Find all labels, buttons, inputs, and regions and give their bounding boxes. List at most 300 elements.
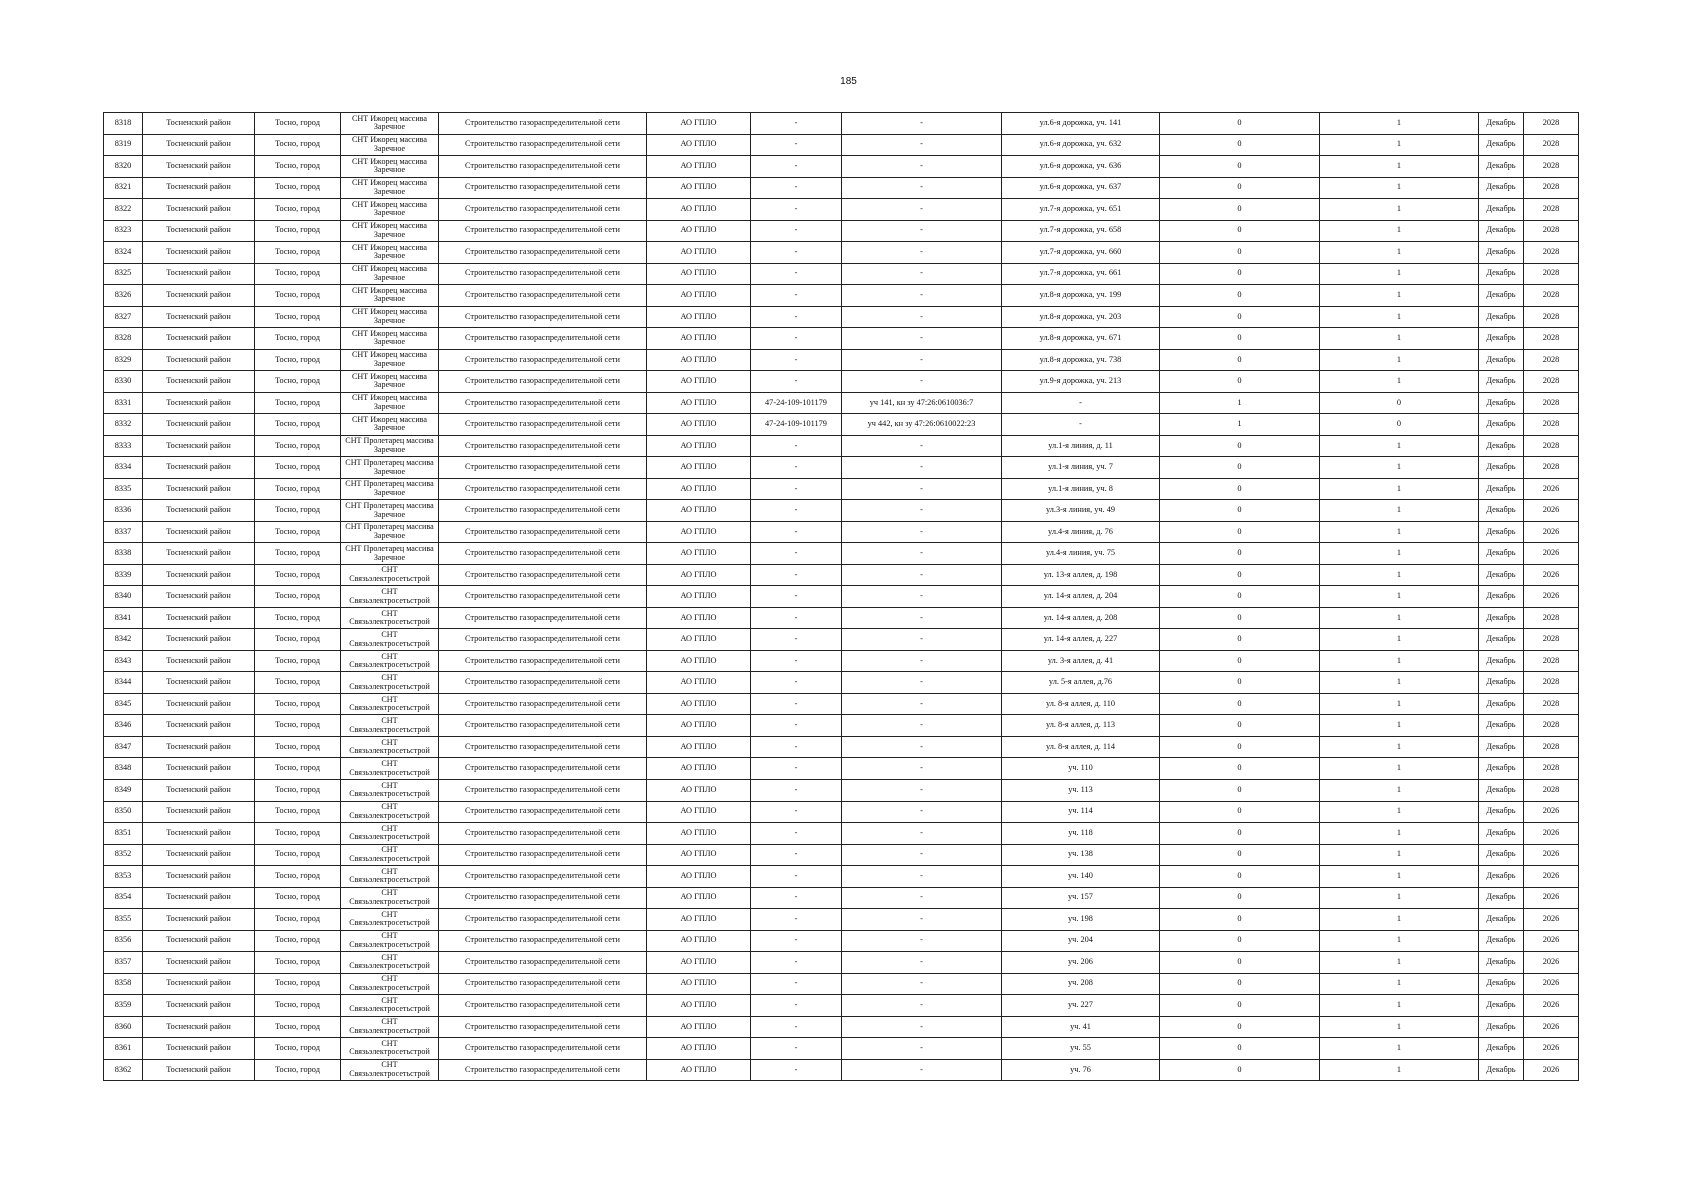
snt-cell: [341, 371, 439, 393]
year-cell: 2026: [1524, 801, 1579, 823]
count-a-cell: 0: [1160, 1016, 1320, 1038]
row-number-cell: 8356: [104, 930, 143, 952]
month-cell: Декабрь: [1479, 306, 1524, 328]
month-cell: Декабрь: [1479, 801, 1524, 823]
parcel-cell: -: [842, 1016, 1002, 1038]
district-cell: Тосненский район: [143, 715, 255, 737]
month-cell: Декабрь: [1479, 715, 1524, 737]
district-cell: Тосненский район: [143, 285, 255, 307]
organization-cell: АО ГПЛО: [647, 285, 751, 307]
district-cell: Тосненский район: [143, 414, 255, 436]
parcel-cell: -: [842, 1038, 1002, 1060]
work-type-cell: Строительство газораспределительной сети: [439, 715, 647, 737]
district-cell: Тосненский район: [143, 349, 255, 371]
code-cell: -: [751, 909, 842, 931]
year-cell: 2026: [1524, 500, 1579, 522]
month-cell: Декабрь: [1479, 177, 1524, 199]
year-cell: 2028: [1524, 736, 1579, 758]
count-b-cell: 1: [1320, 306, 1479, 328]
parcel-cell: -: [842, 779, 1002, 801]
work-type-cell: Строительство газораспределительной сети: [439, 930, 647, 952]
year-cell: 2028: [1524, 134, 1579, 156]
district-cell: Тосненский район: [143, 952, 255, 974]
work-type-cell: Строительство газораспределительной сети: [439, 328, 647, 350]
count-a-cell: 0: [1160, 349, 1320, 371]
settlement-cell: Тосно, город: [255, 306, 341, 328]
district-cell: Тосненский район: [143, 758, 255, 780]
code-cell: -: [751, 823, 842, 845]
address-cell: ул. 8-я аллея, д. 110: [1002, 693, 1160, 715]
row-number-cell: 8327: [104, 306, 143, 328]
snt-cell: [341, 672, 439, 694]
month-cell: Декабрь: [1479, 607, 1524, 629]
code-cell: -: [751, 156, 842, 178]
row-number-cell: 8324: [104, 242, 143, 264]
count-a-cell: 0: [1160, 242, 1320, 264]
settlement-cell: Тосно, город: [255, 607, 341, 629]
count-b-cell: 1: [1320, 607, 1479, 629]
year-cell: 2028: [1524, 242, 1579, 264]
settlement-cell: Тосно, город: [255, 113, 341, 135]
code-cell: -: [751, 995, 842, 1017]
year-cell: 2028: [1524, 220, 1579, 242]
parcel-cell: -: [842, 521, 1002, 543]
code-cell: -: [751, 349, 842, 371]
address-cell: уч. 55: [1002, 1038, 1160, 1060]
snt-label: СНТ Связьэлектросетьстрой: [349, 1039, 430, 1057]
address-cell: уч. 157: [1002, 887, 1160, 909]
row-number-cell: 8338: [104, 543, 143, 565]
snt-cell: [341, 909, 439, 931]
month-cell: Декабрь: [1479, 263, 1524, 285]
count-a-cell: 0: [1160, 887, 1320, 909]
address-cell: ул.6-я дорожка, уч. 637: [1002, 177, 1160, 199]
address-cell: ул. 3-я аллея, д. 41: [1002, 650, 1160, 672]
snt-cell: [341, 629, 439, 651]
year-cell: 2028: [1524, 177, 1579, 199]
page-number: 185: [840, 76, 857, 87]
code-cell: -: [751, 113, 842, 135]
organization-cell: АО ГПЛО: [647, 607, 751, 629]
table-row: [104, 263, 1579, 285]
snt-cell: [341, 995, 439, 1017]
district-cell: Тосненский район: [143, 328, 255, 350]
year-cell: 2028: [1524, 779, 1579, 801]
count-b-cell: 1: [1320, 650, 1479, 672]
parcel-cell: -: [842, 478, 1002, 500]
count-a-cell: 0: [1160, 113, 1320, 135]
snt-cell: [341, 220, 439, 242]
table-row: [104, 973, 1579, 995]
address-cell: ул.9-я дорожка, уч. 213: [1002, 371, 1160, 393]
month-cell: Декабрь: [1479, 564, 1524, 586]
snt-label: СНТ Ижорец массива Заречное: [352, 308, 427, 325]
organization-cell: АО ГПЛО: [647, 242, 751, 264]
snt-label: СНТ Связьэлектросетьстрой: [349, 631, 430, 648]
row-number-cell: 8323: [104, 220, 143, 242]
code-cell: -: [751, 199, 842, 221]
count-b-cell: 0: [1320, 392, 1479, 414]
snt-cell: [341, 952, 439, 974]
snt-label: СНТ Ижорец массива Заречное: [352, 157, 427, 175]
month-cell: Декабрь: [1479, 844, 1524, 866]
row-number-cell: 8355: [104, 909, 143, 931]
year-cell: 2028: [1524, 371, 1579, 393]
snt-cell: [341, 199, 439, 221]
year-cell: 2028: [1524, 306, 1579, 328]
count-b-cell: 1: [1320, 586, 1479, 608]
work-type-cell: Строительство газораспределительной сети: [439, 263, 647, 285]
count-b-cell: 1: [1320, 242, 1479, 264]
count-a-cell: 0: [1160, 995, 1320, 1017]
row-number-cell: 8337: [104, 521, 143, 543]
address-cell: -: [1002, 414, 1160, 436]
code-cell: -: [751, 435, 842, 457]
snt-label: СНТ Ижорец массива Заречное: [352, 243, 427, 261]
count-b-cell: 1: [1320, 672, 1479, 694]
month-cell: Декабрь: [1479, 693, 1524, 715]
snt-label: СНТ Связьэлектросетьстрой: [349, 717, 430, 734]
count-a-cell: 0: [1160, 586, 1320, 608]
year-cell: 2026: [1524, 1038, 1579, 1060]
snt-cell: [341, 823, 439, 845]
year-cell: 2026: [1524, 521, 1579, 543]
parcel-cell: уч 141, кн зу 47:26:0610036:7: [842, 392, 1002, 414]
parcel-cell: -: [842, 371, 1002, 393]
parcel-cell: -: [842, 952, 1002, 974]
snt-cell: [341, 349, 439, 371]
year-cell: 2028: [1524, 199, 1579, 221]
address-cell: уч. 118: [1002, 823, 1160, 845]
district-cell: Тосненский район: [143, 263, 255, 285]
settlement-cell: Тосно, город: [255, 736, 341, 758]
snt-label: СНТ Связьэлектросетьстрой: [349, 1018, 430, 1035]
count-b-cell: 1: [1320, 736, 1479, 758]
row-number-cell: 8330: [104, 371, 143, 393]
year-cell: 2028: [1524, 629, 1579, 651]
table-row: [104, 1059, 1579, 1081]
district-cell: Тосненский район: [143, 156, 255, 178]
parcel-cell: -: [842, 586, 1002, 608]
district-cell: Тосненский район: [143, 930, 255, 952]
table-row: [104, 156, 1579, 178]
code-cell: -: [751, 306, 842, 328]
month-cell: Декабрь: [1479, 823, 1524, 845]
count-b-cell: 1: [1320, 371, 1479, 393]
table-row: [104, 349, 1579, 371]
district-cell: Тосненский район: [143, 887, 255, 909]
code-cell: -: [751, 650, 842, 672]
address-cell: ул.4-я линия, уч. 75: [1002, 543, 1160, 565]
row-number-cell: 8328: [104, 328, 143, 350]
snt-label: СНТ Связьэлектросетьстрой: [349, 695, 430, 713]
table-row: [104, 887, 1579, 909]
code-cell: -: [751, 220, 842, 242]
code-cell: -: [751, 736, 842, 758]
count-a-cell: 0: [1160, 607, 1320, 629]
row-number-cell: 8362: [104, 1059, 143, 1081]
row-number-cell: 8319: [104, 134, 143, 156]
year-cell: 2026: [1524, 478, 1579, 500]
organization-cell: АО ГПЛО: [647, 306, 751, 328]
snt-label: СНТ Пролетарец массива Заречное: [345, 544, 434, 562]
district-cell: Тосненский район: [143, 607, 255, 629]
code-cell: -: [751, 1038, 842, 1060]
count-a-cell: 0: [1160, 629, 1320, 651]
work-type-cell: Строительство газораспределительной сети: [439, 457, 647, 479]
code-cell: -: [751, 973, 842, 995]
work-type-cell: Строительство газораспределительной сети: [439, 414, 647, 436]
count-b-cell: 1: [1320, 349, 1479, 371]
count-a-cell: 0: [1160, 801, 1320, 823]
settlement-cell: Тосно, город: [255, 134, 341, 156]
parcel-cell: -: [842, 693, 1002, 715]
count-b-cell: 1: [1320, 156, 1479, 178]
organization-cell: АО ГПЛО: [647, 801, 751, 823]
work-type-cell: Строительство газораспределительной сети: [439, 736, 647, 758]
count-b-cell: 1: [1320, 995, 1479, 1017]
parcel-cell: -: [842, 177, 1002, 199]
table-row: [104, 736, 1579, 758]
table-row: [104, 1016, 1579, 1038]
snt-cell: [341, 435, 439, 457]
code-cell: -: [751, 521, 842, 543]
organization-cell: АО ГПЛО: [647, 328, 751, 350]
work-type-cell: Строительство газораспределительной сети: [439, 543, 647, 565]
year-cell: 2028: [1524, 113, 1579, 135]
code-cell: -: [751, 586, 842, 608]
count-a-cell: 0: [1160, 930, 1320, 952]
parcel-cell: -: [842, 758, 1002, 780]
month-cell: Декабрь: [1479, 457, 1524, 479]
code-cell: -: [751, 952, 842, 974]
snt-label: СНТ Ижорец массива Заречное: [352, 329, 427, 347]
count-b-cell: 1: [1320, 887, 1479, 909]
row-number-cell: 8331: [104, 392, 143, 414]
table-row: [104, 758, 1579, 780]
parcel-cell: -: [842, 823, 1002, 845]
row-number-cell: 8322: [104, 199, 143, 221]
district-cell: Тосненский район: [143, 736, 255, 758]
district-cell: Тосненский район: [143, 866, 255, 888]
settlement-cell: Тосно, город: [255, 1059, 341, 1081]
table-row: [104, 844, 1579, 866]
table-row: [104, 930, 1579, 952]
month-cell: Декабрь: [1479, 371, 1524, 393]
snt-cell: [341, 736, 439, 758]
year-cell: 2028: [1524, 263, 1579, 285]
row-number-cell: 8318: [104, 113, 143, 135]
parcel-cell: -: [842, 435, 1002, 457]
address-cell: уч. 138: [1002, 844, 1160, 866]
row-number-cell: 8320: [104, 156, 143, 178]
year-cell: 2028: [1524, 328, 1579, 350]
settlement-cell: Тосно, город: [255, 779, 341, 801]
parcel-cell: -: [842, 543, 1002, 565]
table-row: [104, 134, 1579, 156]
row-number-cell: 8351: [104, 823, 143, 845]
count-a-cell: 0: [1160, 736, 1320, 758]
row-number-cell: 8333: [104, 435, 143, 457]
settlement-cell: Тосно, город: [255, 328, 341, 350]
code-cell: -: [751, 672, 842, 694]
table-row: [104, 500, 1579, 522]
settlement-cell: Тосно, город: [255, 371, 341, 393]
month-cell: Декабрь: [1479, 650, 1524, 672]
organization-cell: АО ГПЛО: [647, 543, 751, 565]
snt-label: СНТ Ижорец массива Заречное: [352, 286, 427, 304]
settlement-cell: Тосно, город: [255, 715, 341, 737]
table-row: [104, 220, 1579, 242]
month-cell: Декабрь: [1479, 199, 1524, 221]
count-b-cell: 1: [1320, 457, 1479, 479]
month-cell: Декабрь: [1479, 779, 1524, 801]
settlement-cell: Тосно, город: [255, 242, 341, 264]
count-a-cell: 1: [1160, 392, 1320, 414]
count-b-cell: 1: [1320, 866, 1479, 888]
month-cell: Декабрь: [1479, 909, 1524, 931]
row-number-cell: 8346: [104, 715, 143, 737]
snt-cell: [341, 306, 439, 328]
count-b-cell: 1: [1320, 823, 1479, 845]
year-cell: 2026: [1524, 1016, 1579, 1038]
code-cell: -: [751, 1059, 842, 1081]
parcel-cell: -: [842, 113, 1002, 135]
work-type-cell: Строительство газораспределительной сети: [439, 629, 647, 651]
code-cell: -: [751, 779, 842, 801]
snt-cell: [341, 392, 439, 414]
count-b-cell: 1: [1320, 629, 1479, 651]
snt-label: СНТ Связьэлектросетьстрой: [349, 803, 430, 820]
snt-cell: [341, 887, 439, 909]
table-row: [104, 995, 1579, 1017]
organization-cell: АО ГПЛО: [647, 564, 751, 586]
row-number-cell: 8361: [104, 1038, 143, 1060]
month-cell: Декабрь: [1479, 134, 1524, 156]
month-cell: Декабрь: [1479, 995, 1524, 1017]
organization-cell: АО ГПЛО: [647, 823, 751, 845]
year-cell: 2028: [1524, 414, 1579, 436]
count-b-cell: 1: [1320, 930, 1479, 952]
work-type-cell: Строительство газораспределительной сети: [439, 866, 647, 888]
snt-label: СНТ Пролетарец массива Заречное: [345, 480, 434, 498]
parcel-cell: -: [842, 457, 1002, 479]
count-a-cell: 0: [1160, 779, 1320, 801]
district-cell: Тосненский район: [143, 1038, 255, 1060]
year-cell: 2028: [1524, 285, 1579, 307]
organization-cell: АО ГПЛО: [647, 715, 751, 737]
code-cell: -: [751, 457, 842, 479]
parcel-cell: -: [842, 328, 1002, 350]
settlement-cell: Тосно, город: [255, 973, 341, 995]
work-type-cell: Строительство газораспределительной сети: [439, 586, 647, 608]
table-row: [104, 650, 1579, 672]
snt-label: СНТ Ижорец массива Заречное: [352, 351, 427, 368]
code-cell: -: [751, 607, 842, 629]
row-number-cell: 8342: [104, 629, 143, 651]
parcel-cell: -: [842, 887, 1002, 909]
parcel-cell: -: [842, 306, 1002, 328]
work-type-cell: Строительство газораспределительной сети: [439, 220, 647, 242]
snt-label: СНТ Связьэлектросетьстрой: [349, 1061, 430, 1078]
table-row: [104, 478, 1579, 500]
organization-cell: АО ГПЛО: [647, 758, 751, 780]
snt-label: СНТ Связьэлектросетьстрой: [349, 738, 430, 756]
count-a-cell: 0: [1160, 435, 1320, 457]
month-cell: Декабрь: [1479, 672, 1524, 694]
snt-label: СНТ Связьэлектросетьстрой: [349, 846, 430, 863]
settlement-cell: Тосно, город: [255, 650, 341, 672]
table-row: [104, 543, 1579, 565]
snt-cell: [341, 285, 439, 307]
month-cell: Декабрь: [1479, 521, 1524, 543]
district-cell: Тосненский район: [143, 306, 255, 328]
row-number-cell: 8350: [104, 801, 143, 823]
year-cell: 2028: [1524, 392, 1579, 414]
organization-cell: АО ГПЛО: [647, 414, 751, 436]
month-cell: Декабрь: [1479, 328, 1524, 350]
organization-cell: АО ГПЛО: [647, 220, 751, 242]
parcel-cell: -: [842, 156, 1002, 178]
address-cell: -: [1002, 392, 1160, 414]
work-type-cell: Строительство газораспределительной сети: [439, 392, 647, 414]
snt-cell: [341, 930, 439, 952]
parcel-cell: -: [842, 263, 1002, 285]
parcel-cell: -: [842, 715, 1002, 737]
address-cell: уч. 198: [1002, 909, 1160, 931]
count-a-cell: 0: [1160, 500, 1320, 522]
count-b-cell: 1: [1320, 909, 1479, 931]
work-type-cell: Строительство газораспределительной сети: [439, 844, 647, 866]
code-cell: -: [751, 1016, 842, 1038]
count-b-cell: 1: [1320, 1016, 1479, 1038]
address-cell: ул. 14-я аллея, д. 204: [1002, 586, 1160, 608]
snt-label: СНТ Пролетарец массива Заречное: [345, 437, 434, 454]
address-cell: уч. 113: [1002, 779, 1160, 801]
count-a-cell: 0: [1160, 285, 1320, 307]
month-cell: Декабрь: [1479, 435, 1524, 457]
snt-label: СНТ Связьэлектросетьстрой: [349, 996, 430, 1014]
district-cell: Тосненский район: [143, 392, 255, 414]
year-cell: 2028: [1524, 672, 1579, 694]
settlement-cell: Тосно, город: [255, 930, 341, 952]
table-row: [104, 328, 1579, 350]
count-b-cell: 1: [1320, 779, 1479, 801]
count-b-cell: 0: [1320, 414, 1479, 436]
table-row: [104, 909, 1579, 931]
address-cell: ул.3-я линия, уч. 49: [1002, 500, 1160, 522]
address-cell: ул.6-я дорожка, уч. 636: [1002, 156, 1160, 178]
count-b-cell: 1: [1320, 758, 1479, 780]
count-b-cell: 1: [1320, 113, 1479, 135]
work-type-cell: Строительство газораспределительной сети: [439, 693, 647, 715]
work-type-cell: Строительство газораспределительной сети: [439, 113, 647, 135]
snt-cell: [341, 478, 439, 500]
address-cell: ул.1-я линия, уч. 7: [1002, 457, 1160, 479]
code-cell: -: [751, 758, 842, 780]
work-type-cell: Строительство газораспределительной сети: [439, 995, 647, 1017]
district-cell: Тосненский район: [143, 521, 255, 543]
count-a-cell: 0: [1160, 758, 1320, 780]
address-cell: уч. 110: [1002, 758, 1160, 780]
parcel-cell: -: [842, 973, 1002, 995]
code-cell: -: [751, 371, 842, 393]
snt-cell: [341, 414, 439, 436]
address-cell: ул. 14-я аллея, д. 227: [1002, 629, 1160, 651]
code-cell: -: [751, 177, 842, 199]
settlement-cell: Тосно, город: [255, 693, 341, 715]
organization-cell: АО ГПЛО: [647, 349, 751, 371]
